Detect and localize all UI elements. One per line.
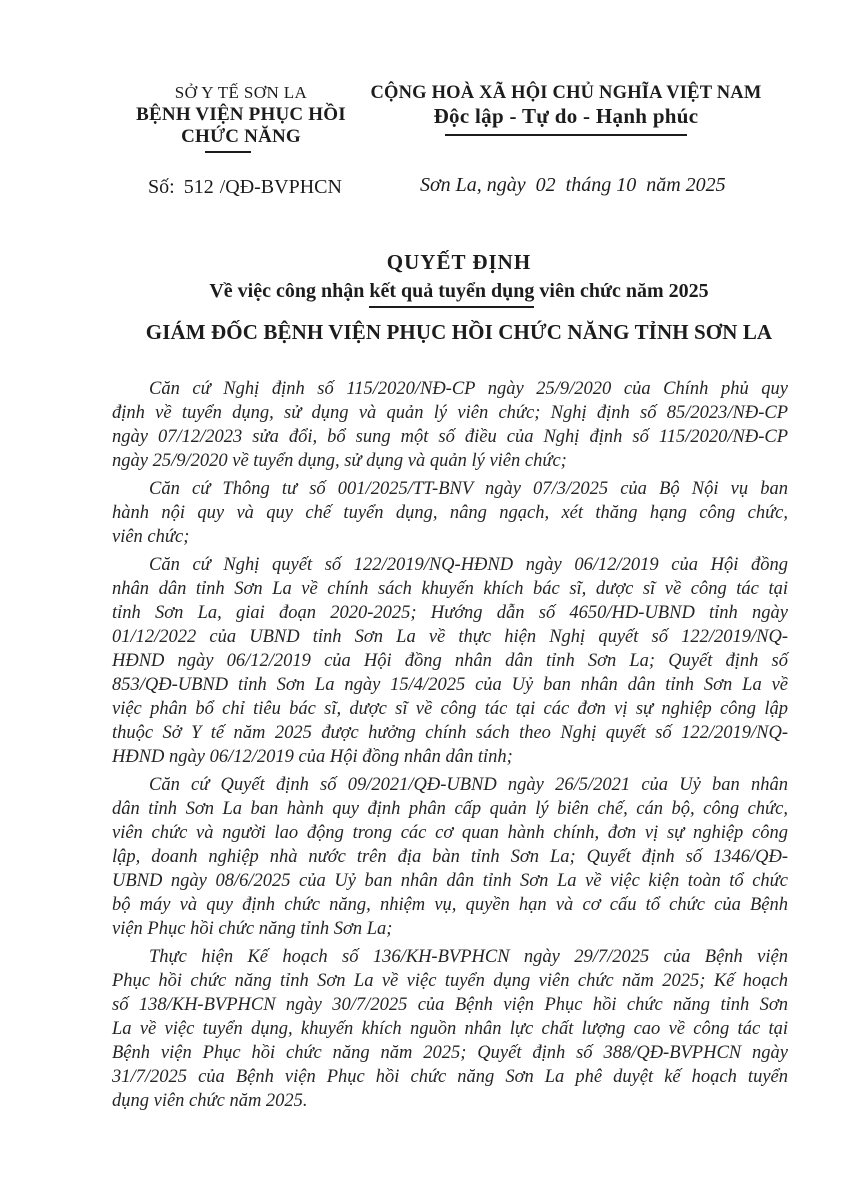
body-line: Căn cứ Quyết định số 09/2021/QĐ-UBND ngày 26/5/2021 của Uỷ ban nhân <box>149 775 788 795</box>
body-line: HĐND ngày 06/12/2019 của Hội đồng nhân dân tỉnh; <box>112 747 513 767</box>
body-line: Căn cứ Nghị định số 115/2020/NĐ-CP ngày 25/9/2020 của Chính phủ quy <box>149 379 788 399</box>
body-line: bộ máy và quy định chức năng, nhiệm vụ, quyền hạn và cơ cấu tổ chức của Bệnh <box>112 895 788 915</box>
national-title: CỘNG HOÀ XÃ HỘI CHỦ NGHĨA VIỆT NAM <box>370 83 762 103</box>
issuing-org-block <box>112 84 370 153</box>
document-number-value: 512 <box>183 176 214 198</box>
org-name-underline <box>205 151 251 153</box>
body-line: UBND ngày 08/6/2025 của Uỷ ban nhân dân tỉnh Sơn La về việc kiện toàn tổ chức <box>112 871 788 891</box>
document-number-suffix: /QĐ-BVPHCN <box>219 176 342 198</box>
document-subject-post: viên chức năm 2025 <box>534 280 709 302</box>
document-subject-underlined: kết quả tuyển dụng <box>369 280 534 308</box>
body-line: Căn cứ Thông tư số 001/2025/TT-BNV ngày 07/3/2025 của Bộ Nội vụ ban <box>149 479 788 499</box>
body-line: viện Phục hồi chức năng tỉnh Sơn La; <box>112 919 393 939</box>
body-line: Căn cứ Nghị quyết số 122/2019/NQ-HĐND ngày 06/12/2019 của Hội đồng <box>149 555 788 575</box>
parent-org-name: SỞ Y TẾ SƠN LA <box>174 83 308 102</box>
body-paragraph <box>112 553 788 769</box>
body-line: dụng viên chức năm 2025. <box>112 1091 308 1111</box>
body-line: ngày 07/12/2023 sửa đổi, bổ sung một số điều của Nghị định số 115/2020/NĐ-CP <box>112 427 788 447</box>
body-line: 853/QĐ-UBND tỉnh Sơn La ngày 15/4/2025 của Uỷ ban nhân dân tỉnh Sơn La về <box>112 675 788 695</box>
body-line: 01/12/2022 của UBND tỉnh Sơn La về thực hiện Nghị quyết số 122/2019/NQ- <box>112 627 788 647</box>
body-line: định về tuyển dụng, sử dụng và quản lý viên chức; Nghị định số 85/2023/NĐ-CP <box>112 403 788 423</box>
place-dateline: Sơn La, ngày 02 tháng 10 năm 2025 <box>420 174 726 196</box>
body-line: nhân dân tỉnh Sơn La về chính sách khuyến khích bác sĩ, dược sĩ về công tác tại <box>112 579 788 599</box>
national-header-block <box>350 84 782 136</box>
body-line: 31/7/2025 của Bệnh viện Phục hồi chức năng Sơn La phê duyệt kế hoạch tuyển <box>112 1067 788 1087</box>
body-line: tỉnh Sơn La, giai đoạn 2020-2025; Hướng dẫn số 4650/HD-UBND tỉnh ngày <box>112 603 788 623</box>
body-paragraph <box>112 945 788 1113</box>
title-block <box>112 252 806 343</box>
issuing-authority-title: GIÁM ĐỐC BỆNH VIỆN PHỤC HỒI CHỨC NĂNG TỈNH SƠN LA <box>145 320 773 344</box>
document-body <box>112 377 788 1117</box>
body-line: thuộc Sở Y tế năm 2025 được hưởng chính sách theo Nghị quyết số 122/2019/NQ- <box>112 723 788 743</box>
national-motto: Độc lập - Tự do - Hạnh phúc <box>433 104 699 128</box>
body-paragraph <box>112 377 788 473</box>
document-subject <box>112 281 806 301</box>
body-line: số 138/KH-BVPHCN ngày 30/7/2025 của Bệnh viện Phục hồi chức năng tỉnh Sơn <box>112 995 788 1015</box>
body-line: viên chức; <box>112 527 190 547</box>
body-line: việc phân bổ chỉ tiêu bác sĩ, dược sĩ về công tác tại các đơn vị sự nghiệp công lập <box>112 699 788 719</box>
document-number-label: Số: <box>148 176 175 198</box>
body-line: Bệnh viện Phục hồi chức năng năm 2025; Quyết định số 388/QĐ-BVPHCN ngày <box>112 1043 788 1063</box>
body-line: Phục hồi chức năng tỉnh Sơn La về việc tuyển dụng viên chức năm 2025; Kế hoạch <box>112 971 788 991</box>
body-line: Thực hiện Kế hoạch số 136/KH-BVPHCN ngày 29/7/2025 của Bệnh viện <box>149 947 788 967</box>
motto-underline <box>445 134 687 136</box>
document-subject-pre: Về việc công nhận <box>209 280 370 302</box>
body-line: ngày 25/9/2020 về tuyển dụng, sử dụng và quản lý viên chức; <box>112 451 567 471</box>
body-line: lập, doanh nghiệp nhà nước trên địa bàn tỉnh Sơn La; Quyết định số 1346/QĐ- <box>112 847 788 867</box>
body-paragraph <box>112 477 788 549</box>
document-type-title: QUYẾT ĐỊNH <box>386 250 532 274</box>
body-paragraph <box>112 773 788 941</box>
body-line: viên chức và người lao động trong các cơ quan hành chính, đơn vị sự nghiệp công <box>112 823 788 843</box>
body-line: hành nội quy và quy chế tuyển dụng, nâng ngạch, xét thăng hạng công chức, <box>112 503 788 523</box>
org-name-line2: CHỨC NĂNG <box>181 126 301 147</box>
document-number <box>148 176 342 199</box>
body-line: dân tỉnh Sơn La ban hành quy định phân cấp quản lý biên chế, cán bộ, công chức, <box>112 799 788 819</box>
body-line: HĐND ngày 06/12/2019 của Hội đồng nhân dân tỉnh Sơn La; Quyết định số <box>112 651 788 671</box>
org-name-line1: BỆNH VIỆN PHỤC HỒI <box>136 104 346 125</box>
body-line: La về việc tuyển dụng, khuyến khích nguồn nhân lực chất lượng cao về công tác tại <box>112 1019 788 1039</box>
